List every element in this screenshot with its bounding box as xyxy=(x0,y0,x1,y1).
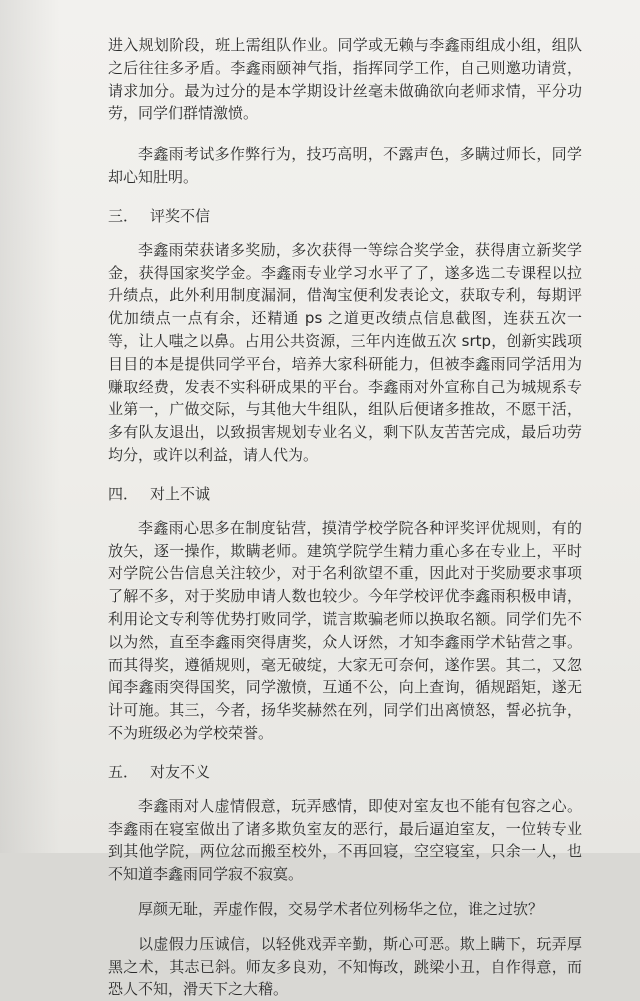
section-title: 评奖不信 xyxy=(150,206,211,225)
section-title: 对友不义 xyxy=(150,762,211,781)
section-title: 对上不诚 xyxy=(150,484,211,503)
section-5-paragraph-3: 以虚假力压诚信，以轻佻戏弄辛勤，斯心可恶。欺上瞒下，玩弄厚黑之术，其志已斜。师友多良劝，不知悔改，跳梁小丑，自作得意，而恐人不知，滑天下之大稽。 xyxy=(108,934,582,999)
section-4-paragraph-1: 李鑫雨心思多在制度钻营，摸清学校学院各种评奖评优规则，有的放矢，逐一操作，欺瞒老师。建筑学院学生精力重心多在专业上，平时对学院公告信息关注较少，对于名利欲望不重，因此对于奖励要求事项了解不多，对于奖励申请人数也较少。今年学校评优李鑫雨积极申请，利用论文专利等优势打败同学，谎言欺骗老师以换取名额。同学们先不以为然，直至李鑫雨突得唐奖，众人讶然，才知李鑫雨学术钻营之事。而其得奖，遵循规则，毫无破绽，大家无可奈何，遂作罢。其二，又忽闻李鑫雨突得国奖，同学激愤，互通不公，向上查询，循规蹈矩，遂无计可施。其三，今者，扬华奖赫然在列，同学们出离愤怒，誓必抗争，不为班级必为学校荣誉。 xyxy=(108,518,582,742)
section-heading-5 xyxy=(108,761,582,783)
section-heading-4 xyxy=(108,483,582,505)
section-heading-3 xyxy=(108,205,582,227)
intro-paragraph-2: 李鑫雨考试多作弊行为，技巧高明，不露声色，多瞒过师长，同学却心知肚明。 xyxy=(108,145,582,186)
page-shadow xyxy=(0,0,60,853)
section-number: 四． xyxy=(108,484,139,503)
section-number: 五． xyxy=(108,762,139,781)
section-number: 三． xyxy=(108,206,139,225)
intro-paragraph-1: 进入规划阶段，班上需组队作业。同学或无赖与李鑫雨组成小组，组队之后往往多矛盾。李鑫雨颐神气指，指挥同学工作，自己则邀功请赏，请求加分。最为过分的是本学期设计丝毫未做确欲向老师求情，平分功劳，同学们群情激愤。 xyxy=(108,36,582,123)
section-3-paragraph-1: 李鑫雨荣获诸多奖励，多次获得一等综合奖学金，获得唐立新奖学金，获得国家奖学金。李鑫雨专业学习水平了了，遂多选二专课程以拉升绩点，此外利用制度漏洞，借淘宝便利发表论文，获取专利，每期评优加绩点一点有余，还精通 ps 之道更改绩点信息截图，连获五次一等，让人嗤之以鼻。占用公共资源，三年内连做五次 srtp，创新实践项目目的本是提供同学平台，培养大家科研能力，但被李鑫雨同学活用为赚取经费，发表不实科研成果的平台。李鑫雨对外宣称自己为城规系专业第一，广做交际，与其他大牛组队，组队后便诸多推故，不愿干活，多有队友退出，以致损害规划专业名义，剩下队友苦苦完成，最后功劳均分，或许以利益，请人代为。 xyxy=(108,240,582,464)
section-5-paragraph-1: 李鑫雨对人虚情假意，玩弄感情，即使对室友也不能有包容之心。李鑫雨在寝室做出了诸多欺负室友的恶行，最后逼迫室友，一位转专业到其他学院，两位忿而搬至校外，不再回寝，空空寝室，只余一人，也不知道李鑫雨同学寂不寂寞。 xyxy=(108,796,582,884)
section-5-paragraph-2: 厚颜无耻，弄虚作假，交易学术者位列杨华之位，谁之过欤？ xyxy=(138,899,544,918)
